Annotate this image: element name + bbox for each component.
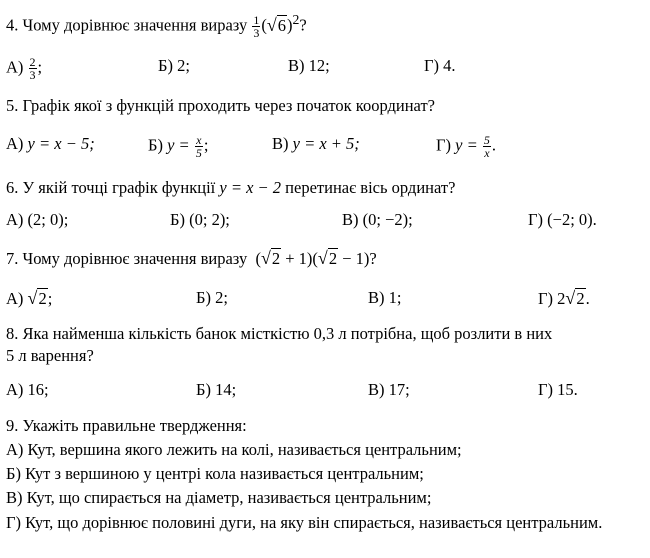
q6-option-b: Б) (0; 2);	[170, 210, 230, 229]
q4-fraction: $\frac{1}{3}$	[253, 13, 260, 41]
q8-option-c: В) 17;	[368, 380, 410, 399]
q8-stem-line-2: 5 л варення?	[6, 346, 94, 365]
q6-option-d: Г) (−2; 0).	[528, 210, 597, 229]
q4-option-b: Б) 2;	[158, 56, 190, 75]
q4-option-a: А) $\frac{2}{3}$ ;	[6, 55, 43, 82]
q5-option-a: А) y = x − 5;	[6, 134, 95, 153]
q9-stem: 9. Укажіть правильне твердження:	[6, 416, 247, 435]
q4-stem: 4. Чому дорівнює значення виразу $\frac{1}{3}$ $(√6)^2$?	[6, 12, 307, 41]
q4-option-c: В) 12;	[288, 56, 330, 75]
q4-sqrt: √6	[266, 14, 286, 35]
q8-option-d: Г) 15.	[538, 380, 578, 399]
q5-option-b: Б) y = $\frac{x}{5}$ ;	[148, 133, 209, 160]
q9-option-a: А) Кут, вершина якого лежить на колі, називається центральним;	[6, 440, 462, 459]
q5-option-d: Г) y = $\frac{5}{x}$ .	[436, 133, 497, 160]
q4-option-d: Г) 4.	[424, 56, 456, 75]
q7-option-b: Б) 2;	[196, 288, 228, 307]
q7-stem: 7. Чому дорівнює значення виразу (√2 + 1)(√2 − 1)?	[6, 248, 377, 268]
q6-stem: 6. У якій точці графік функції y = x − 2 перетинає вісь ординат?	[6, 178, 456, 197]
q8-option-b: Б) 14;	[196, 380, 237, 399]
q5-option-c: В) y = x + 5;	[272, 134, 360, 153]
q7-option-d: Г) 2√2.	[538, 288, 590, 308]
q8-stem-line-1: 8. Яка найменша кількість банок місткістю 0,3 л потрібна, щоб розлити в них	[6, 324, 553, 343]
q7-option-a: А) √2;	[6, 288, 53, 308]
q8-option-a: А) 16;	[6, 380, 49, 399]
q6-option-c: В) (0; −2);	[342, 210, 413, 229]
q9-option-c: В) Кут, що спирається на діаметр, називається центральним;	[6, 488, 432, 507]
q9-option-d: Г) Кут, що дорівнює половині дуги, на яку він спирається, називається центральним.	[6, 513, 603, 532]
q9-option-b: Б) Кут з вершиною у центрі кола називається центральним;	[6, 464, 424, 483]
q6-option-a: А) (2; 0);	[6, 210, 69, 229]
q7-option-c: В) 1;	[368, 288, 402, 307]
q5-stem: 5. Графік якої з функцій проходить через початок координат?	[6, 96, 435, 115]
q4-stem-text: 4. Чому дорівнює значення виразу	[6, 15, 248, 35]
